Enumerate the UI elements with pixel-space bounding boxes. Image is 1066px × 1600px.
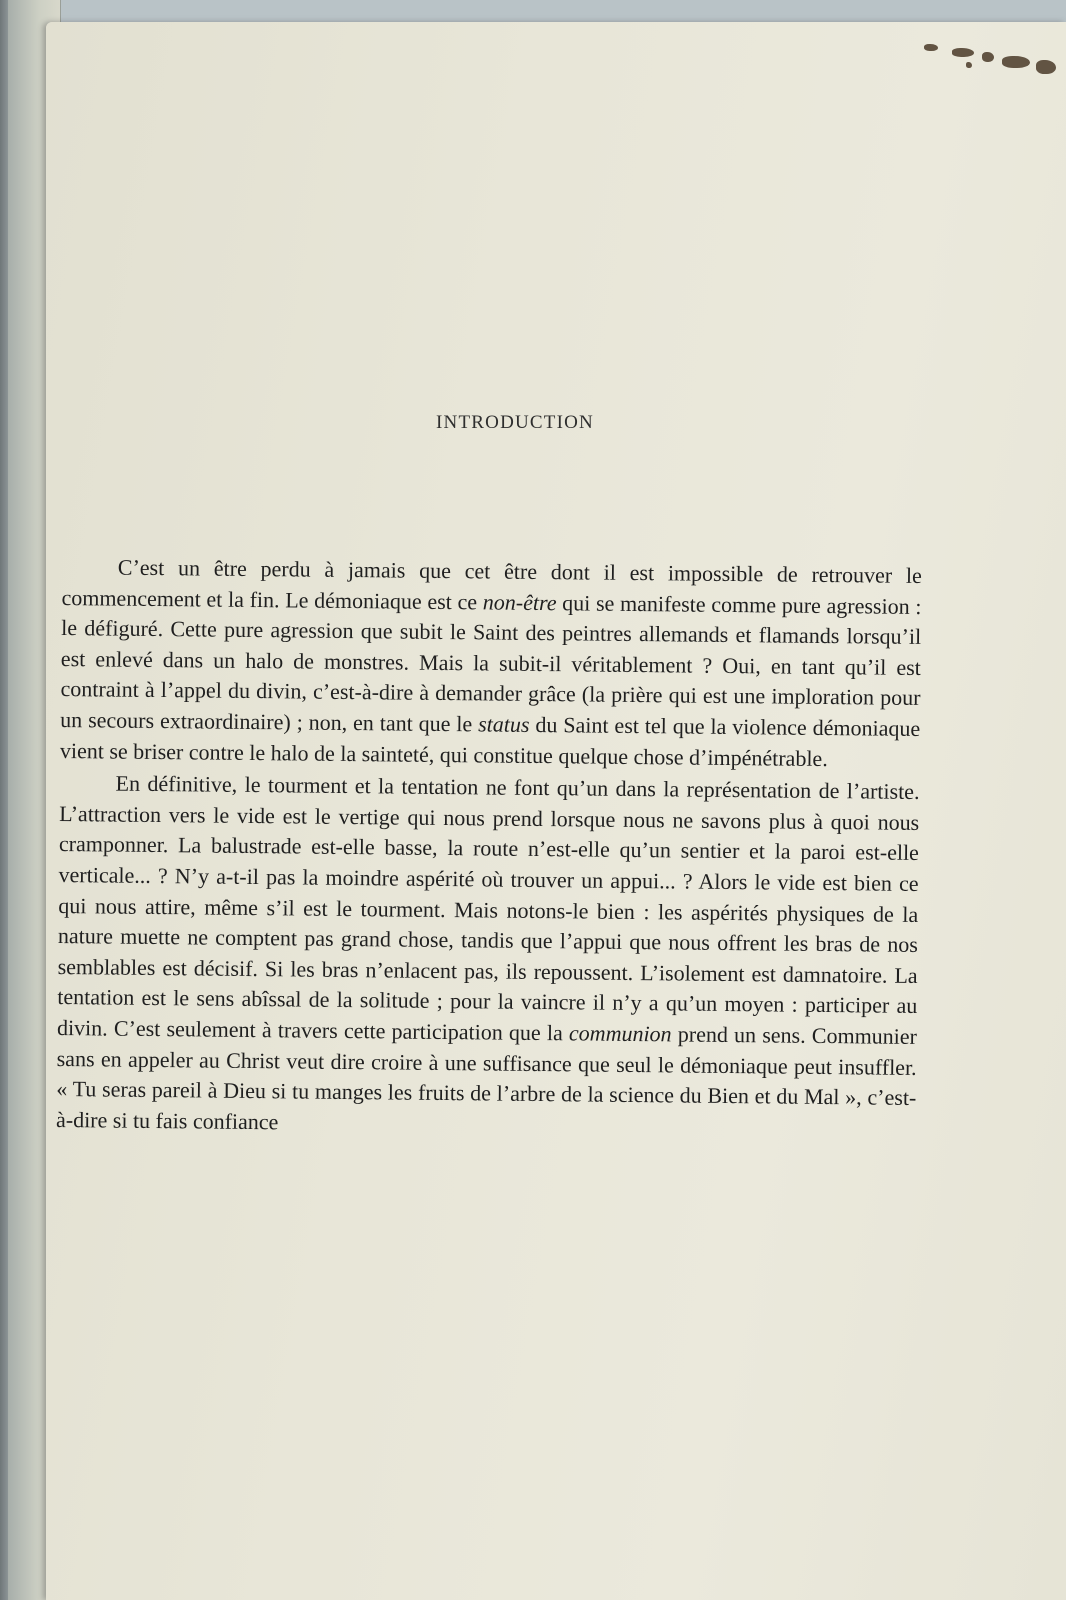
page-title: INTRODUCTION [436, 412, 594, 433]
body-text [56, 552, 922, 1144]
paragraph: C’est un être perdu à jamais que cet être dont il est impossible de retrouver le commencement et la fin. Le démoniaque est ce non-être qui se manifeste comme pure agression : le défiguré. Cette pure agression que subit le Saint des peintres allemands et flamands lorsqu’il est enlevé dans un halo de monstres. Mais la subit-il véritablement ? Oui, en tant qu’il est contraint à l’appel du divin, c’est-à-dire à demander grâce (la prière qui est une imploration pour un secours extraordinaire) ; non, en tant que le status du Saint est tel que la violence démoniaque vient se briser contre le halo de la sainteté, qui constitue quelque chose d’impénétrable. [59, 554, 922, 771]
worn-page-edge [866, 22, 1066, 92]
paragraph: En définitive, le tourment et la tentation ne font qu’un dans la représentation de l’artiste. L’attraction vers le vide est le vertige qui nous prend lorsque nous ne savons plus à quoi nous cramponner. La balustrade est-elle basse, la route n’est-elle qu’un sentier et la paroi est-elle verticale... ? N’y a-t-il pas la moindre aspérité où trouver un appui... ? Alors le vide est bien ce qui nous attire, même s’il est le tourment. Mais notons-le bien : les aspérités physiques de la nature muette ne comptent pas grand chose, tandis que l’appui que nous offrent les bras de nos semblables est décisif. Si les bras n’enlacent pas, ils repoussent. L’isolement est damnatoire. La tentation est le sens abîssal de la solitude ; pour la vaincre il n’y a qu’un moyen : participer au divin. C’est seulement à travers cette participation que la communion prend un sens. Communier sans en appeler au Christ veut dire croire à une suffisance que seul le démoniaque peut insuffler. « Tu seras pareil à Dieu si tu manges les fruits de l’arbre de la science du Bien et du Mal », c’est-à-dire si tu fais confiance [55, 770, 920, 1134]
